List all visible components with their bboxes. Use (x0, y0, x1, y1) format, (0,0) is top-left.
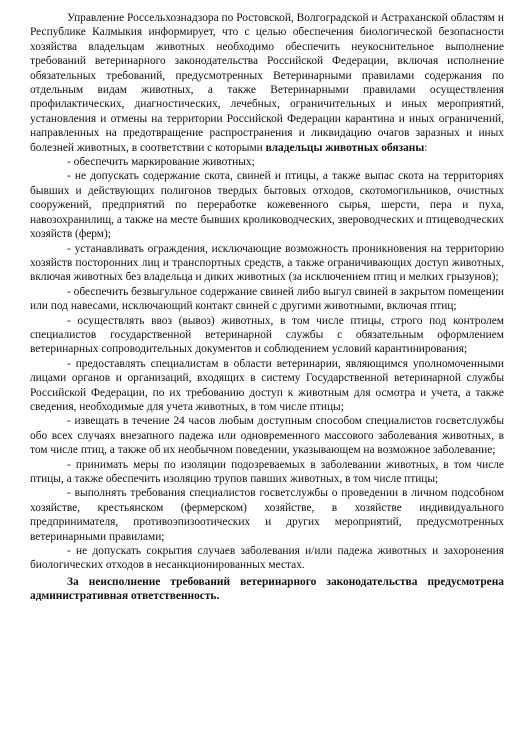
intro-paragraph (30, 11, 504, 155)
list-item: - устанавливать ограждения, исключающие возможность проникновения на территорию хозяйств посторонних лиц и транспортных средств, а также ограничивающих доступ животных, включая животных без владельца и диких животных (за исключением птиц и мелких грызунов); (30, 242, 504, 284)
list-item: - не допускать сокрытия случаев заболевания и/или падежа животных и захоронения биологических отходов в несанкционированных местах. (30, 545, 504, 572)
list-item: - выполнять требования специалистов госветслужбы о проведении в личном подсобном хозяйстве, крестьянском (фермерском) хозяйстве, в хозяйстве индивидуального предпринимателя, противоэпизоотических и других мероприятий, предусмотренных ветеринарными правилами; (30, 487, 504, 543)
list-item: - обеспечить маркирование животных; (67, 156, 255, 169)
liability-notice (30, 575, 504, 604)
list-item: - принимать меры по изоляции подозреваемых в заболевании животных, в том числе птицы, а также обеспечить изоляцию трупов павших животных, в том числе птицы; (30, 458, 504, 485)
list-item: - не допускать содержание скота, свиней и птицы, а также выпас скота на территориях бывших и действующих полигонов твердых бытовых отходов, скотомогильников, очистных сооружений, предприятий по переработке кожевенного сырья, шерсти, пера и пуха, навозохранилищ, а также на месте бывших кролиководческих, звероводческих и птицеводческих хозяйств (ферм); (30, 170, 504, 241)
liability-notice-text: За неисполнение требований ветеринарного законодательства предусмотрена административная ответственность. (30, 575, 504, 603)
list-item: - предоставлять специалистам в области ветеринарии, являющимся уполномоченными лицами органов и организаций, входящих в систему Государственной ветеринарной службы Российской Федерации, по их требованию доступ к животным для осмотра и учета, а также сведения, необходимые для учета животных, в том числе птицы; (30, 357, 504, 413)
intro-text: Управление Россельхознадзора по Ростовской, Волгоградской и Астраханской областям и Республике Калмыкия информирует, что с целью обеспечения биологической безопасности хозяйства владельцам животных необходимо обеспечить неукоснительное выполнение требований ветеринарного законодательства Российской Федерации, включая исполнение обязательных требований, предусмотренных Ветеринарными правилами содержания по отдельным видам животных, а также Ветеринарными правилами осуществления профилактических, диагностических, лечебных, ограничительных и иных мероприятий, установления и отмены на территории Российской Федерации карантина и иных ограничений, направленных на предотвращение распространения и ликвидацию очагов заразных и иных болезней животных, в соответствии с которыми (30, 12, 504, 154)
list-item: - извещать в течение 24 часов любым доступным способом специалистов госветслужбы обо всех случаях внезапного падежа или одновременного массового заболевания животных, в том числе птиц, а также об их необычном поведении, указывающем на возможное заболевание; (30, 415, 504, 457)
list-item: - обеспечить безвыгульное содержание свиней либо выгул свиней в закрытом помещении или под навесами, исключающий контакт свиней с другими животными, включая птиц; (30, 285, 504, 313)
intro-colon: : (424, 141, 428, 154)
intro-bold-phrase: владельцы животных обязаны (265, 141, 425, 154)
list-item: - осуществлять ввоз (вывоз) животных, в том числе птицы, строго под контролем специалистов государственной ветеринарной службы с обязательным оформлением ветеринарных сопроводительных документов и соблюдением условий карантинирования; (30, 314, 504, 356)
